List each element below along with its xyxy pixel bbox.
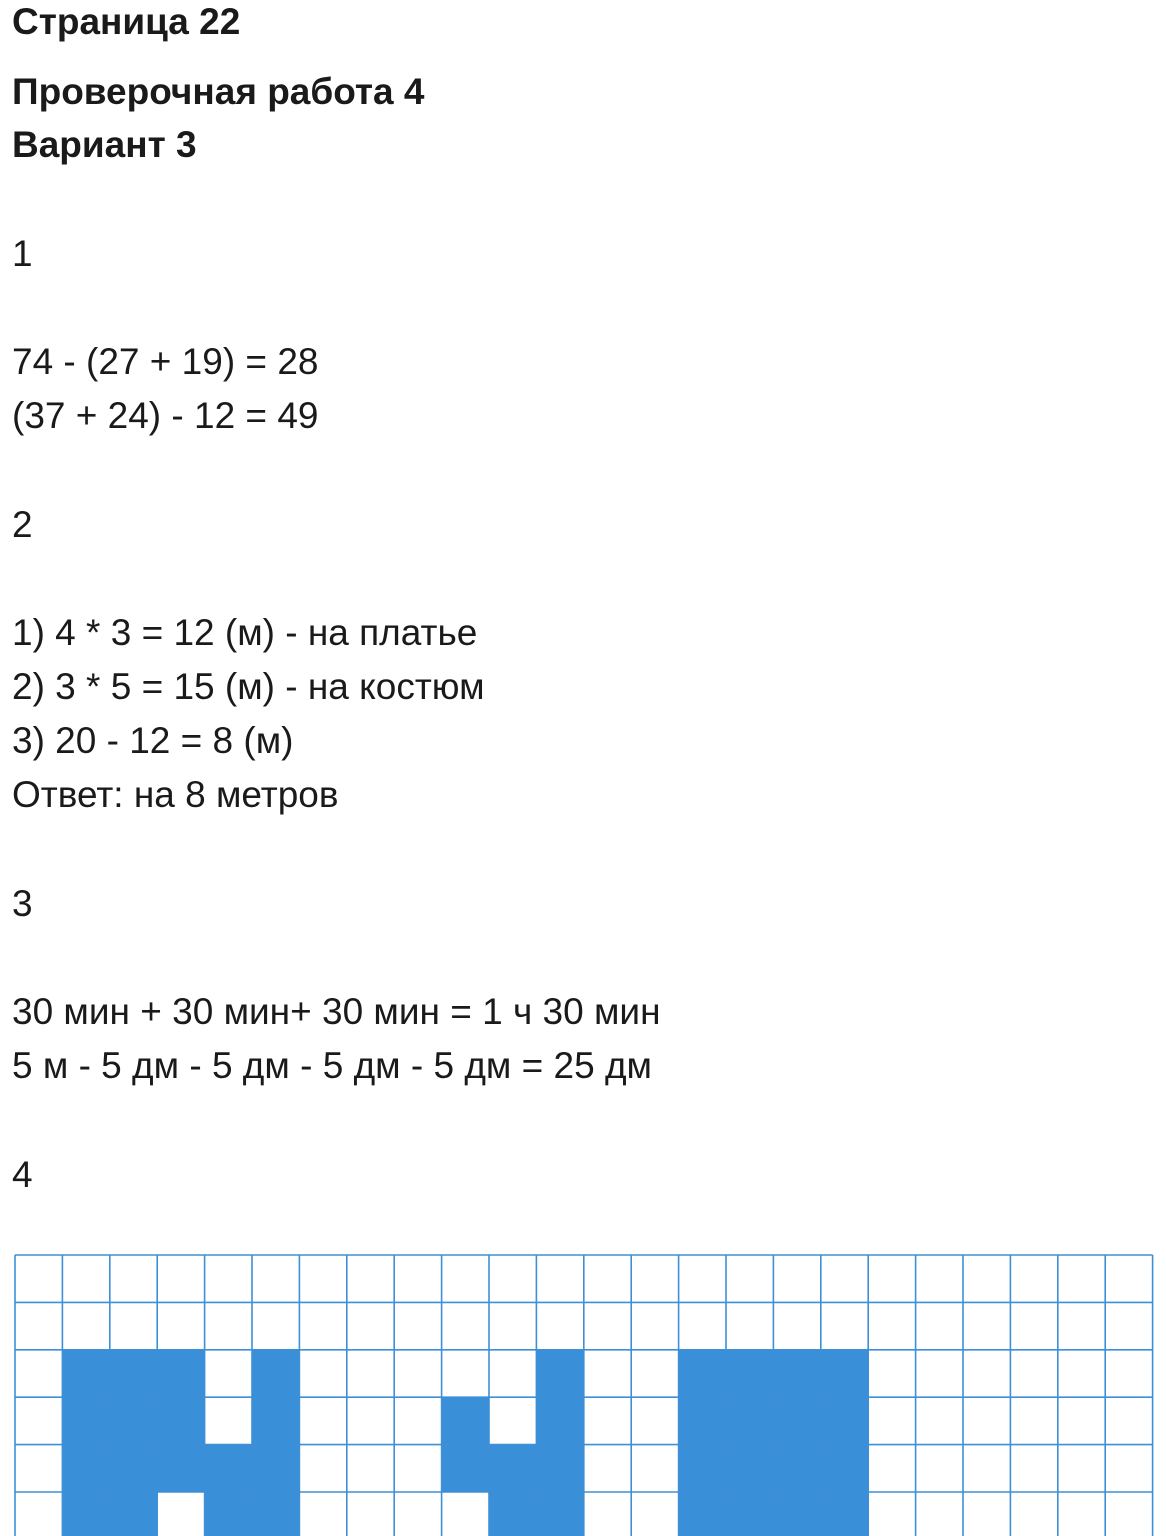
- filled-cell: [205, 1445, 252, 1492]
- task-1-line-2: (37 + 24) - 12 = 49: [12, 395, 319, 436]
- filled-cell: [489, 1492, 536, 1536]
- task-3-line-2: 5 м - 5 дм - 5 дм - 5 дм - 5 дм = 25 дм: [12, 1045, 652, 1086]
- filled-cell: [157, 1397, 204, 1444]
- filled-cell: [536, 1350, 583, 1397]
- filled-cell: [110, 1350, 157, 1397]
- task-2-number: 2: [12, 504, 33, 545]
- task-1-line-1: 74 - (27 + 19) = 28: [12, 341, 319, 382]
- filled-cell: [773, 1445, 820, 1492]
- filled-cell: [773, 1397, 820, 1444]
- filled-cell: [679, 1492, 726, 1536]
- filled-cell: [773, 1350, 820, 1397]
- filled-cell: [252, 1492, 299, 1536]
- page-title: Страница 22: [12, 1, 241, 42]
- filled-cell: [773, 1492, 820, 1536]
- filled-cell: [252, 1397, 299, 1444]
- filled-cell: [62, 1350, 109, 1397]
- filled-cell: [821, 1492, 868, 1536]
- filled-cell: [536, 1445, 583, 1492]
- filled-cell: [252, 1445, 299, 1492]
- grid-figure: [14, 1254, 1162, 1536]
- filled-cell: [157, 1350, 204, 1397]
- variant-title: Вариант 3: [12, 124, 197, 165]
- task-4-grid: [14, 1254, 1162, 1536]
- filled-cell: [157, 1445, 204, 1492]
- filled-cell: [821, 1397, 868, 1444]
- task-2-line-3: 3) 20 - 12 = 8 (м): [12, 720, 294, 761]
- task-2-answer: Ответ: на 8 метров: [12, 774, 339, 815]
- filled-cell: [679, 1445, 726, 1492]
- filled-cell: [442, 1445, 489, 1492]
- task-3-number: 3: [12, 883, 33, 924]
- filled-cell: [205, 1492, 252, 1536]
- filled-cell: [726, 1445, 773, 1492]
- task-2-line-2: 2) 3 * 5 = 15 (м) - на костюм: [12, 666, 485, 707]
- filled-cell: [821, 1445, 868, 1492]
- filled-cell: [252, 1350, 299, 1397]
- task-3-line-1: 30 мин + 30 мин+ 30 мин = 1 ч 30 мин: [12, 991, 661, 1032]
- filled-cell: [442, 1397, 489, 1444]
- filled-cell: [726, 1350, 773, 1397]
- filled-cell: [821, 1350, 868, 1397]
- task-1-number: 1: [12, 233, 33, 274]
- task-2-line-1: 1) 4 * 3 = 12 (м) - на платье: [12, 612, 478, 653]
- task-4-number: 4: [12, 1154, 33, 1195]
- filled-cell: [679, 1397, 726, 1444]
- filled-cell: [62, 1397, 109, 1444]
- filled-cell: [726, 1492, 773, 1536]
- filled-cell: [110, 1492, 157, 1536]
- filled-cell: [62, 1492, 109, 1536]
- filled-cell: [679, 1350, 726, 1397]
- filled-cell: [110, 1397, 157, 1444]
- filled-cell: [536, 1397, 583, 1444]
- filled-cell: [726, 1397, 773, 1444]
- filled-cell: [62, 1445, 109, 1492]
- filled-cell: [536, 1492, 583, 1536]
- filled-cell: [489, 1445, 536, 1492]
- work-title: Проверочная работа 4: [12, 71, 425, 112]
- filled-cell: [110, 1445, 157, 1492]
